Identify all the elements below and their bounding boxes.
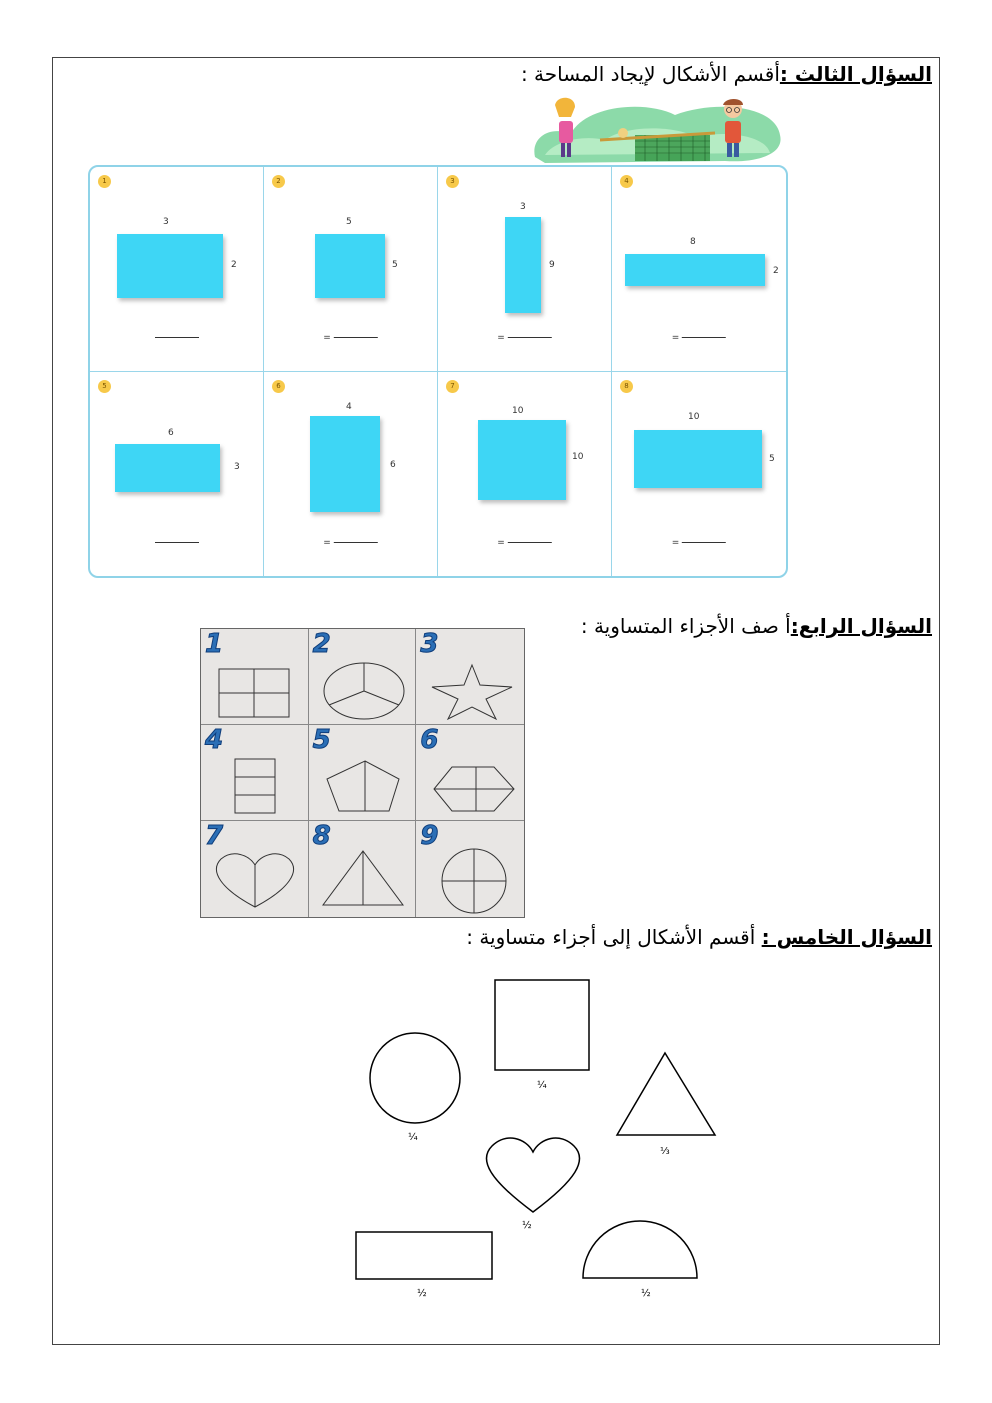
- square-icon[interactable]: [495, 980, 589, 1070]
- answer-prefix: =: [497, 332, 505, 343]
- triangle-icon[interactable]: [617, 1053, 715, 1135]
- shape-number: 8: [312, 821, 331, 851]
- cell-number: 4: [620, 175, 633, 188]
- semicircle-fraction-label: ½: [641, 1288, 651, 1299]
- shape-number: 2: [312, 629, 331, 659]
- height-label: 5: [392, 260, 398, 270]
- rectangle-icon[interactable]: [356, 1232, 492, 1279]
- answer-prefix: =: [323, 538, 331, 548]
- cell-number: 6: [272, 380, 285, 393]
- shape-number: 1: [205, 629, 224, 659]
- cell-number: 8: [620, 380, 633, 393]
- question-5-label: السؤال الخامس :: [761, 925, 932, 949]
- circle-icon[interactable]: [370, 1033, 460, 1123]
- question-4-text: أ صف الأجزاء المتساوية :: [580, 614, 791, 638]
- height-label: 6: [390, 459, 396, 470]
- cell-number: 3: [446, 175, 459, 188]
- answer-prefix: =: [671, 332, 680, 343]
- height-label: 10: [572, 451, 584, 462]
- width-label: 4: [346, 401, 352, 412]
- answer-prefix: =: [323, 332, 331, 343]
- triangle-fraction-label: ⅓: [660, 1146, 670, 1157]
- width-label: 5: [346, 217, 352, 227]
- square-fraction-label: ¼: [537, 1080, 547, 1091]
- shape-number: 7: [205, 821, 224, 851]
- shape-number: 6: [420, 725, 439, 755]
- shape-number: 5: [312, 725, 331, 755]
- question-4-label: السؤال الرابع:: [790, 614, 932, 638]
- circle-fraction-label: ¼: [408, 1132, 418, 1143]
- question-5-text: أقسم الأشكال إلى أجزاء متساوية :: [466, 925, 756, 949]
- shape-number: 4: [205, 725, 224, 755]
- rectangle-fraction-label: ½: [417, 1288, 427, 1299]
- semicircle-icon[interactable]: [583, 1221, 697, 1278]
- width-label: 8: [690, 237, 696, 247]
- height-label: 2: [773, 266, 779, 276]
- question-3-label: السؤال الثالث :: [779, 62, 932, 86]
- width-label: 10: [512, 405, 524, 416]
- cell-number: 1: [98, 175, 111, 188]
- height-label: 9: [549, 260, 555, 270]
- width-label: 3: [163, 217, 169, 227]
- heart-icon[interactable]: [486, 1138, 579, 1212]
- shape-number: 9: [420, 821, 439, 851]
- answer-prefix: =: [497, 538, 505, 548]
- width-label: 6: [168, 427, 174, 438]
- width-label: 3: [520, 202, 526, 212]
- cell-number: 2: [272, 175, 285, 188]
- cell-number: 5: [98, 380, 111, 393]
- height-label: 2: [231, 260, 237, 270]
- shape-number: 3: [420, 629, 439, 659]
- answer-prefix: =: [671, 538, 680, 548]
- question-3-text: أقسم الأشكال لإيجاد المساحة :: [520, 62, 780, 86]
- cell-number: 7: [446, 380, 459, 393]
- width-label: 10: [688, 411, 700, 422]
- height-label: 5: [769, 453, 775, 464]
- height-label: 3: [234, 461, 240, 472]
- heart-fraction-label: ½: [522, 1220, 532, 1231]
